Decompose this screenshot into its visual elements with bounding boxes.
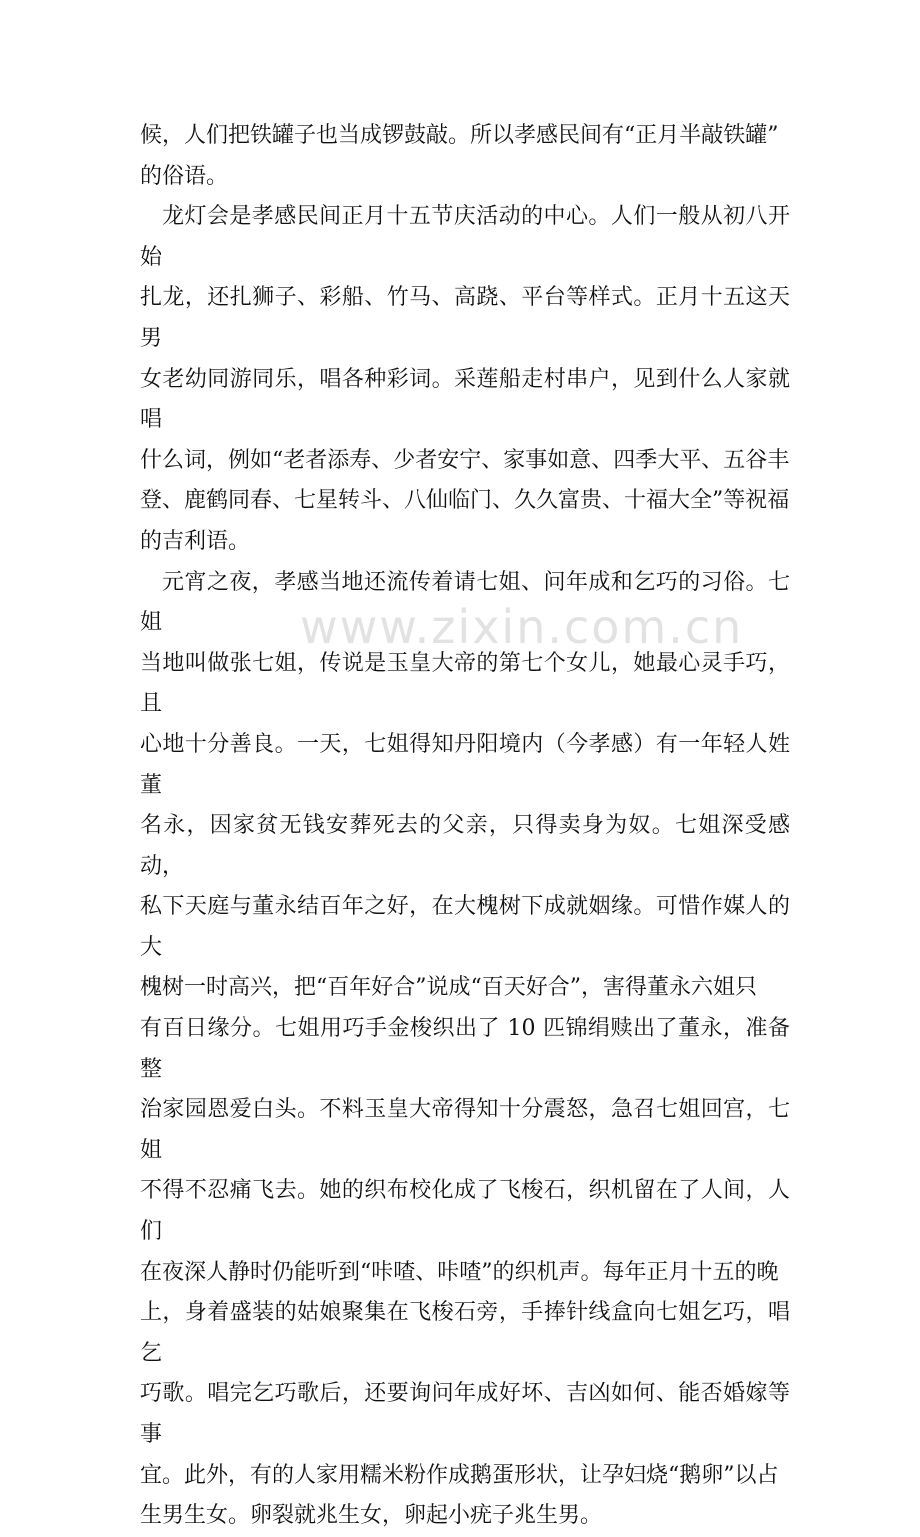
paragraph-line: 私下天庭与董永结百年之好，在大槐树下成就姻缘。可惜作媒人的大 [140, 894, 790, 960]
paragraph-line: 宜。此外，有的人家用糯米粉作成鹅蛋形状，让孕妇烧“鹅卵”以占 [140, 1462, 779, 1488]
paragraph-line: 扎龙，还扎狮子、彩船、竹马、高跷、平台等样式。正月十五这天男 [140, 285, 790, 351]
paragraph-line: 不得不忍痛飞去。她的织布校化成了飞梭石，织机留在了人间，人们 [140, 1178, 790, 1245]
paragraph-line: 心地十分善良。一天，七姐得知丹阳境内（今孝感）有一年轻人姓董 [140, 731, 790, 798]
paragraph-line: 巧歌。唱完乞巧歌后，还要询问年成好坏、吉凶如何、能否婚嫁等事 [140, 1381, 790, 1447]
paragraph-line: 上，身着盛装的姑娘聚集在飞梭石旁，手捧针线盒向七姐乞巧，唱乞 [140, 1300, 790, 1366]
watermark-text: www.zixin.com.cn [300, 600, 744, 654]
paragraph-line: 的吉利语。 [140, 528, 251, 554]
paragraph-line: 治家园恩爱白头。不料玉皇大帝得知十分震怒，急召七姐回宫，七姐 [140, 1097, 790, 1163]
paragraph-line: 生男生女。卵裂就兆生女，卵起小疣子兆生男。 [140, 1503, 603, 1529]
paragraph-line: 槐树一时高兴，把“百年好合”说成“百天好合”，害得董永六姐只 [140, 975, 757, 1001]
paragraph-line: 的俗语。 [140, 163, 229, 189]
paragraph-line: 候，人们把铁罐子也当成锣鼓敲。所以孝感民间有“正月半敲铁罐” [140, 123, 779, 148]
paragraph-line: 当地叫做张七姐，传说是玉皇大帝的第七个女儿，她最心灵手巧，且 [140, 650, 790, 717]
paragraph-line: 在夜深人静时仍能听到“咔喳、咔喳”的织机声。每年正月十五的晚 [140, 1259, 779, 1285]
paragraph-2 [140, 197, 790, 562]
document-body [140, 116, 790, 1537]
paragraph-3 [140, 563, 790, 1537]
paragraph-line: 登、鹿鹤同春、七星转斗、八仙临门、久久富贵、十福大全”等祝福 [140, 488, 790, 514]
paragraph-line: 名永，因家贫无钱安葬死去的父亲，只得卖身为奴。七姐深受感动， [140, 813, 790, 879]
paragraph-line: 元宵之夜，孝感当地还流传着请七姐、问年成和乞巧的习俗。七姐 [140, 569, 790, 636]
paragraph-1 [140, 116, 790, 197]
paragraph-line: 什么词，例如“老者添寿、少者安宁、家事如意、四季大平、五谷丰 [140, 447, 790, 473]
paragraph-line: 有百日缘分。七姐用巧手金梭织出了 10 匹锦绢赎出了董永，准备整 [140, 1016, 790, 1082]
paragraph-line: 龙灯会是孝感民间正月十五节庆活动的中心。人们一般从初八开始 [140, 204, 790, 270]
paragraph-line: 女老幼同游同乐，唱各种彩词。采莲船走村串户，见到什么人家就唱 [140, 366, 790, 433]
